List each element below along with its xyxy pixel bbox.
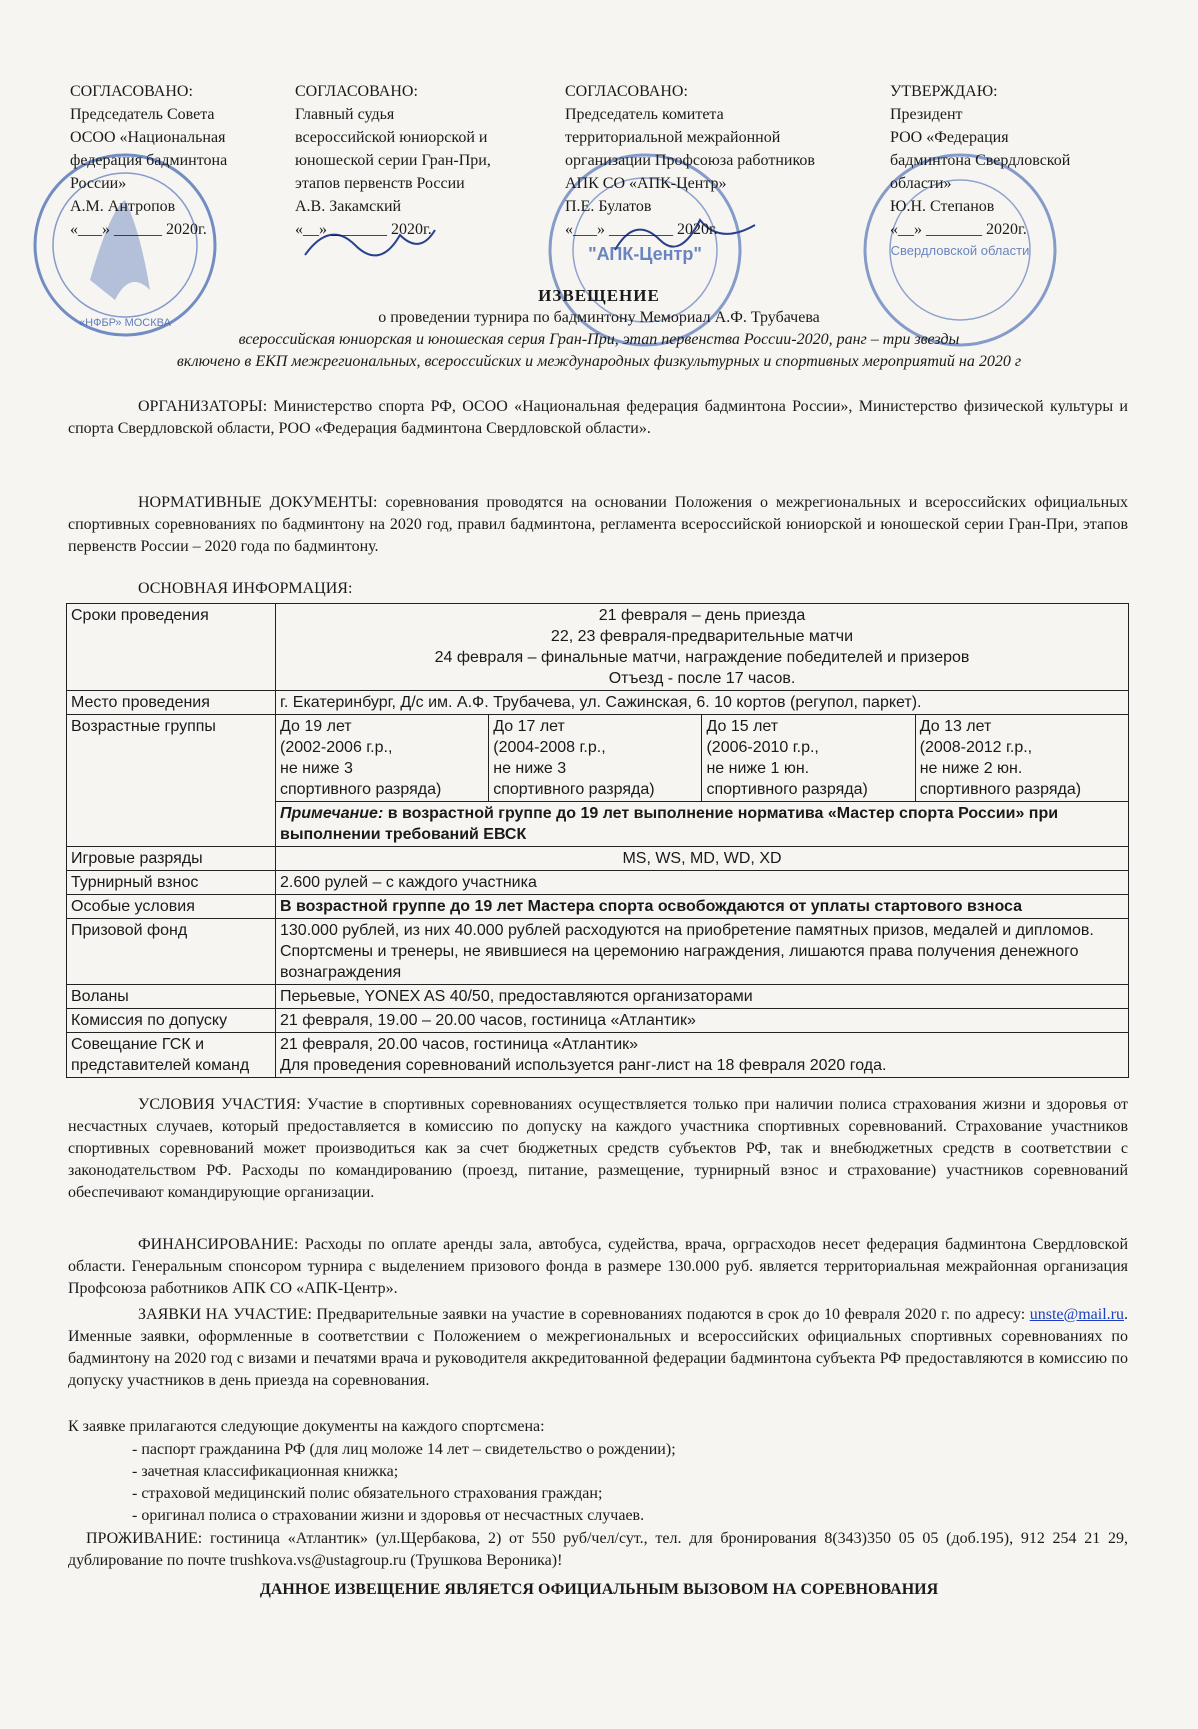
date-line: 21 февраля – день приезда xyxy=(598,607,806,624)
table-row xyxy=(67,715,1129,802)
meeting-line: Для проведения соревнований используется ранг-лист на 18 февраля 2020 года. xyxy=(280,1057,887,1074)
svg-text:"АПК-Центр": "АПК-Центр" xyxy=(588,244,702,264)
commission-cell: 21 февраля, 19.00 – 20.00 часов, гостиница «Атлантик» xyxy=(276,1009,1129,1033)
age-group-text: До 13 лет xyxy=(919,718,992,735)
row-label-line: Совещание ГСК и xyxy=(71,1036,205,1053)
table-row xyxy=(67,1033,1129,1078)
age-group-text: (2004-2008 г.р., xyxy=(493,739,606,756)
row-label: Сроки проведения xyxy=(67,604,276,691)
approval-line: РОО «Федерация xyxy=(890,129,1009,146)
table-row xyxy=(67,691,1129,715)
applications-text: ЗАЯВКИ НА УЧАСТИЕ: Предварительные заявки на участие в соревнованиях подаются в срок до 10 февраля 2020 г. по адресу: xyxy=(138,1306,1030,1323)
approval-line: бадминтона Свердловской xyxy=(890,152,1071,169)
meeting-line: 21 февраля, 20.00 часов, гостиница «Атлантик» xyxy=(280,1036,639,1053)
normative-paragraph: НОРМАТИВНЫЕ ДОКУМЕНТЫ: соревнования проводятся на основании Положения о межрегиональных и всероссийских официальных спортивных соревнованиях по бадминтону на 2020 год, правил бадминтона, регламента всероссийской юниорской и юношеской серии Гран-При, этапов первенств России – 2020 года по бадминтону. xyxy=(68,494,1128,555)
approval-line: Главный судья xyxy=(295,106,395,123)
approval-signer: А.В. Закамский xyxy=(295,198,402,215)
date-line: 24 февраля – финальные матчи, награждение победителей и призеров xyxy=(434,649,970,666)
approval-line: всероссийской юниорской и xyxy=(295,129,488,146)
age-group-text: не ниже 1 юн. xyxy=(706,760,810,777)
age-group-cell xyxy=(915,715,1128,802)
list-item: - зачетная классификационная книжка; xyxy=(132,1463,399,1480)
approval-line: Председатель Совета xyxy=(70,106,215,123)
applications-paragraph xyxy=(68,1304,1128,1392)
email-link[interactable]: unste@mail.ru xyxy=(1029,1306,1124,1323)
notice-series-line: всероссийская юниорская и юношеская серия Гран-При, этап первенства России-2020, ранг – три звезды xyxy=(238,331,960,348)
row-label: Игровые разряды xyxy=(67,847,276,871)
approval-block-1 xyxy=(70,80,280,241)
approval-date: «__» _______ 2020г. xyxy=(295,221,432,238)
approval-heading: СОГЛАСОВАНО: xyxy=(565,83,688,100)
note-cell xyxy=(276,802,1129,847)
row-label: Особые условия xyxy=(67,895,276,919)
table-row xyxy=(67,919,1129,985)
age-group-text: спортивного разряда) xyxy=(493,781,655,798)
approval-signer: П.Е. Булатов xyxy=(565,198,652,215)
approval-line: территориальной межрайонной xyxy=(565,129,781,146)
age-group-cell xyxy=(702,715,915,802)
approval-line: России» xyxy=(70,175,127,192)
approval-date: «___» ________ 2020г. xyxy=(565,221,718,238)
official-call-footer: ДАННОЕ ИЗВЕЩЕНИЕ ЯВЛЯЕТСЯ ОФИЦИАЛЬНЫМ ВЫЗОВОМ НА СОРЕВНОВАНИЯ xyxy=(259,1581,939,1598)
row-label-line: представителей команд xyxy=(71,1057,250,1074)
accommodation-paragraph: ПРОЖИВАНИЕ: гостиница «Атлантик» (ул.Щербакова, 2) от 550 руб/чел/сут., тел. для бронирования 8(343)350 05 05 (доб.195), 912 254 21 29, дублирование по почте trushkova.vs@ustagroup.ru (Трушкова Вероника)! xyxy=(68,1530,1128,1569)
table-row xyxy=(67,604,1129,691)
approval-line: Председатель комитета xyxy=(565,106,724,123)
row-label: Возрастные группы xyxy=(67,715,276,847)
age-group-text: (2006-2010 г.р., xyxy=(706,739,819,756)
prize-cell: 130.000 рублей, из них 40.000 рублей расходуются на приобретение памятных призов, медалей и дипломов. Спортсмены и тренеры, не явившиеся на церемонию награждения, лишаются права получения денежного вознаграждения xyxy=(276,919,1129,985)
age-group-text: не ниже 3 xyxy=(493,760,567,777)
row-label: Призовой фонд xyxy=(67,919,276,985)
dates-cell xyxy=(276,604,1129,691)
row-label xyxy=(67,1033,276,1078)
approval-line: организации Профсоюза работников xyxy=(565,152,815,169)
notice-ekp-line: включено в ЕКП межрегиональных, всероссийских и международных физкультурных и спортивных мероприятий на 2020 г xyxy=(176,353,1022,370)
list-item: - паспорт гражданина РФ (для лиц моложе 14 лет – свидетельство о рождении); xyxy=(132,1441,676,1458)
table-row xyxy=(67,895,1129,919)
row-label: Место проведения xyxy=(67,691,276,715)
approval-heading: СОГЛАСОВАНО: xyxy=(70,83,193,100)
table-row xyxy=(67,985,1129,1009)
age-group-cell xyxy=(276,715,489,802)
approval-line: ОСОО «Национальная xyxy=(70,129,226,146)
approval-line: АПК СО «АПК-Центр» xyxy=(565,175,727,192)
approval-header xyxy=(70,80,1130,270)
notice-title-block xyxy=(0,285,1198,373)
age-group-text: (2002-2006 г.р., xyxy=(280,739,393,756)
date-line: 22, 23 февраля-предварительные матчи xyxy=(550,628,854,645)
approval-block-3 xyxy=(565,80,885,241)
age-group-text: спортивного разряда) xyxy=(706,781,868,798)
row-label: Комиссия по допуску xyxy=(67,1009,276,1033)
svg-text:Свердловской области: Свердловской области xyxy=(890,243,1030,258)
docs-list xyxy=(132,1439,676,1527)
list-item: - оригинал полиса о страховании жизни и здоровья от несчастных случаев. xyxy=(132,1507,645,1524)
date-line: Отъезд - после 17 часов. xyxy=(608,670,796,687)
conditions-paragraph: УСЛОВИЯ УЧАСТИЯ: Участие в спортивных соревнованиях осуществляется только при наличии полиса страхования жизни и здоровья от несчастных случаев, который предоставляется в комиссию по допуску на каждого участника спортивных соревнований. Страхование участников спортивных соревнований может производиться как за счет бюджетных средств субъектов РФ, так и внебюджетных средств в соответствии с законодательством РФ. Расходы по командированию (проезд, питание, размещение, турнирный взнос и страхование) участников соревнований обеспечивают командирующие организации. xyxy=(68,1096,1128,1201)
age-group-text: спортивного разряда) xyxy=(919,781,1082,798)
list-item: - страховой медицинский полис обязательного страхования граждан; xyxy=(132,1485,603,1502)
place-cell: г. Екатеринбург, Д/с им. А.Ф. Трубачева, ул. Сажинская, 6. 10 кортов (регупол, паркет). xyxy=(276,691,1129,715)
approval-block-4 xyxy=(890,80,1130,241)
note-label: Примечание: xyxy=(280,805,384,822)
notice-title: ИЗВЕЩЕНИЕ xyxy=(538,286,660,305)
approval-block-2 xyxy=(295,80,545,241)
info-table xyxy=(66,603,1129,1078)
table-row xyxy=(67,847,1129,871)
age-group-cell xyxy=(489,715,702,802)
approval-line: юношеской серии Гран-При, xyxy=(295,152,491,169)
age-group-text: не ниже 2 юн. xyxy=(919,760,1023,777)
age-group-text: До 19 лет xyxy=(280,718,352,735)
organizers-paragraph: ОРГАНИЗАТОРЫ: Министерство спорта РФ, ОСОО «Национальная федерация бадминтона России», Министерство физической культуры и спорта Свердловской области, РОО «Федерация бадминтона Свердловской области». xyxy=(68,398,1128,437)
special-cell: В возрастной группе до 19 лет Мастера спорта освобождаются от уплаты стартового взноса xyxy=(276,895,1129,919)
row-label: Воланы xyxy=(67,985,276,1009)
ranks-cell: MS, WS, MD, WD, XD xyxy=(276,847,1129,871)
approval-line: области» xyxy=(890,175,952,192)
notice-subtitle: о проведении турнира по бадминтону Мемориал А.Ф. Трубачева xyxy=(378,309,820,326)
approval-line: Президент xyxy=(890,106,963,123)
age-group-text: спортивного разряда) xyxy=(280,781,442,798)
approval-line: этапов первенств России xyxy=(295,175,465,192)
applications-text: . Именные заявки, оформленные в соответствии с Положением о межрегиональных и всероссийских официальных спортивных соревнованиях по бадминтону на 2020 год с визами и печатями врача и руководителя аккредитованной федерации бадминтона субъекта РФ предоставляются в комиссию по допуску участников в день приезда на соревнования. xyxy=(68,1306,1128,1389)
age-group-text: До 15 лет xyxy=(706,718,779,735)
shuttle-cell: Перьевые, YONEX AS 40/50, предоставляются организаторами xyxy=(276,985,1129,1009)
fee-cell: 2.600 рулей – с каждого участника xyxy=(276,871,1129,895)
main-info-heading: ОСНОВНАЯ ИНФОРМАЦИЯ: xyxy=(138,580,353,597)
age-group-text: не ниже 3 xyxy=(280,760,353,777)
financing-paragraph: ФИНАНСИРОВАНИЕ: Расходы по оплате аренды зала, автобуса, судейства, врача, орграсходов несет федерация бадминтона Свердловской области. Генеральным спонсором турнира с выделением призового фонда в размере 130.000 руб. является территориальная межрайонная организация Профсоюза работников АПК СО «АПК-Центр». xyxy=(68,1236,1128,1297)
approval-date: «___» ______ 2020г. xyxy=(70,221,207,238)
approval-date: «__» _______ 2020г. xyxy=(890,221,1027,238)
table-row xyxy=(67,871,1129,895)
row-label: Турнирный взнос xyxy=(67,871,276,895)
approval-signer: А.М. Антропов xyxy=(70,198,176,215)
note-text: в возрастной группе до 19 лет выполнение норматива «Мастер спорта России» при выполнении требований ЕВСК xyxy=(280,805,1059,843)
table-row xyxy=(67,1009,1129,1033)
age-group-text: До 17 лет xyxy=(493,718,565,735)
approval-line: федерация бадминтона xyxy=(70,152,228,169)
svg-text:«НФБР» МОСКВА: «НФБР» МОСКВА xyxy=(79,317,171,329)
approval-signer: Ю.Н. Степанов xyxy=(890,198,995,215)
approval-heading: СОГЛАСОВАНО: xyxy=(295,83,418,100)
age-group-text: (2008-2012 г.р., xyxy=(919,739,1033,756)
approval-heading: УТВЕРЖДАЮ: xyxy=(890,83,998,100)
docs-intro: К заявке прилагаются следующие документы на каждого спортсмена: xyxy=(68,1418,545,1435)
meeting-cell xyxy=(276,1033,1129,1078)
